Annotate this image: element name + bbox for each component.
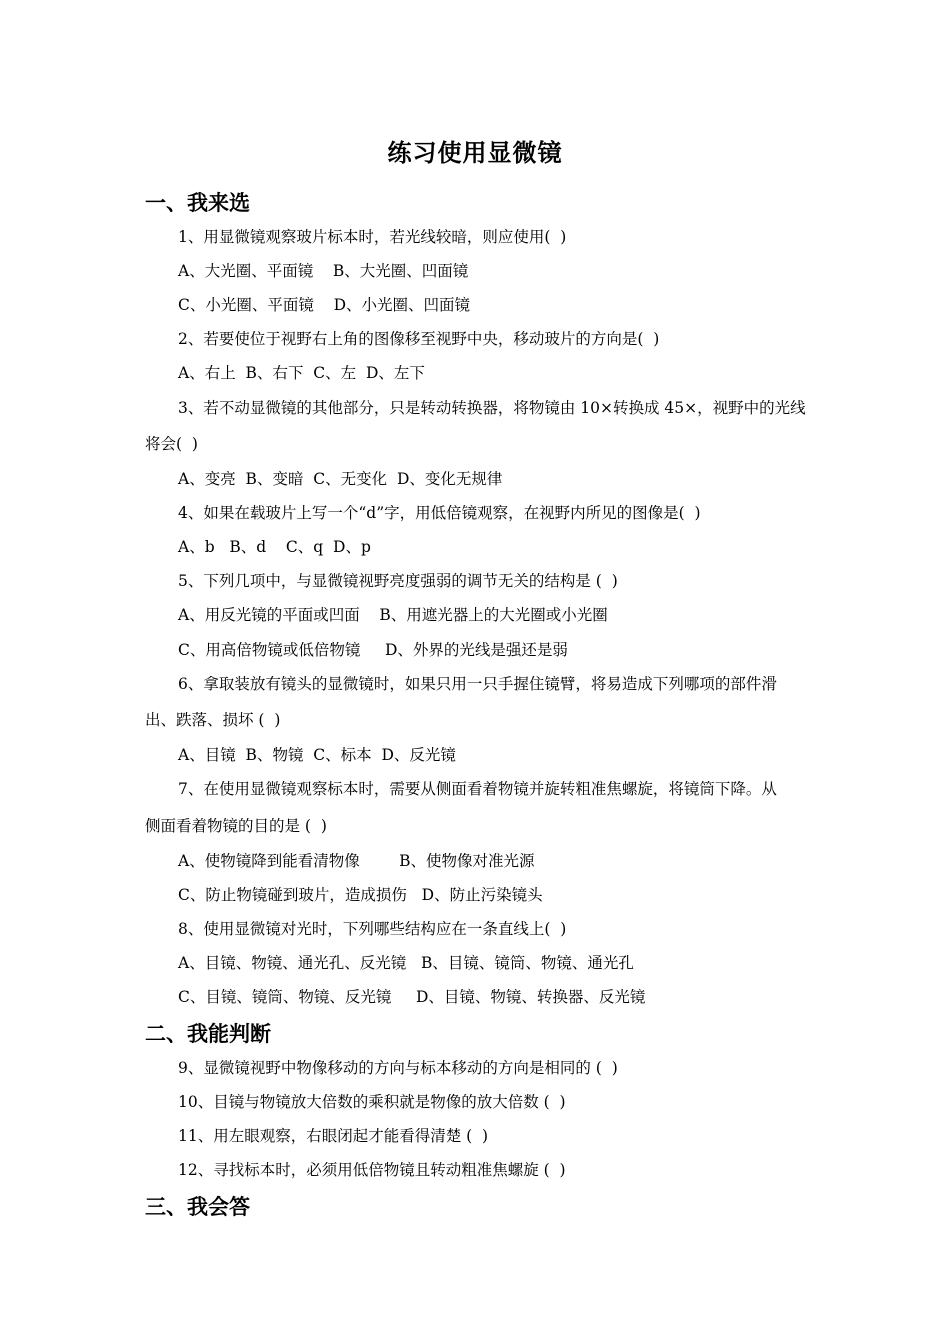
question-12: 12、寻找标本时，必须用低倍物镜且转动粗准焦螺旋 ( ) (178, 1161, 566, 1179)
question-2-options: A、右上 B、右下 C、左 D、左下 (178, 364, 425, 382)
question-7-options-cd: C、防止物镜碰到玻片，造成损伤 D、防止污染镜头 (178, 886, 543, 904)
question-3-options: A、变亮 B、变暗 C、无变化 D、变化无规律 (178, 470, 503, 488)
question-1: 1、用显微镜观察玻片标本时，若光线较暗，则应使用( ) (178, 228, 567, 246)
question-8-options-cd: C、目镜、镜筒、物镜、反光镜 D、目镜、物镜、转换器、反光镜 (178, 988, 646, 1006)
question-11: 11、用左眼观察，右眼闭起才能看得清楚 ( ) (178, 1127, 489, 1145)
question-5: 5、下列几项中，与显微镜视野亮度强弱的调节无关的结构是 ( ) (178, 572, 618, 590)
question-3-continued: 将会( ) (145, 435, 198, 453)
section-heading-judge: 二、我能判断 (145, 1022, 271, 1046)
question-1-options-ab: A、大光圈、平面镜 B、大光圈、凹面镜 (178, 262, 469, 280)
question-5-options-ab: A、用反光镜的平面或凹面 B、用遮光器上的大光圈或小光圈 (178, 606, 608, 624)
question-7-options-ab: A、使物镜降到能看清物像 B、使物像对准光源 (178, 852, 535, 870)
question-6: 6、拿取装放有镜头的显微镜时，如果只用一只手握住镜臂，将易造成下列哪项的部件滑 (178, 675, 777, 693)
question-6-options: A、目镜 B、物镜 C、标本 D、反光镜 (178, 746, 456, 764)
question-8-options-ab: A、目镜、物镜、通光孔、反光镜 B、目镜、镜筒、物镜、通光孔 (178, 954, 634, 972)
question-4-options: A、b B、d C、q D、p (178, 538, 371, 556)
section-heading-answer: 三、我会答 (145, 1195, 250, 1219)
question-7: 7、在使用显微镜观察标本时，需要从侧面看着物镜并旋转粗准焦螺旋，将镜筒下降。从 (178, 780, 777, 798)
question-4: 4、如果在载玻片上写一个“d”字，用低倍镜观察，在视野内所见的图像是( ) (178, 504, 701, 522)
question-7-continued: 侧面看着物镜的目的是 ( ) (145, 817, 327, 835)
question-10: 10、目镜与物镜放大倍数的乘积就是物像的放大倍数 ( ) (178, 1093, 566, 1111)
question-1-options-cd: C、小光圈、平面镜 D、小光圈、凹面镜 (178, 296, 470, 314)
section-heading-choice: 一、我来选 (145, 191, 250, 215)
question-3: 3、若不动显微镜的其他部分，只是转动转换器，将物镜由 10×转换成 45×，视野中的光线 (178, 399, 806, 417)
question-6-continued: 出、跌落、损坏 ( ) (145, 711, 281, 729)
question-2: 2、若要使位于视野右上角的图像移至视野中央，移动玻片的方向是( ) (178, 330, 660, 348)
question-5-options-cd: C、用高倍物镜或低倍物镜 D、外界的光线是强还是弱 (178, 641, 568, 659)
question-8: 8、使用显微镜对光时，下列哪些结构应在一条直线上( ) (178, 920, 567, 938)
question-9: 9、显微镜视野中物像移动的方向与标本移动的方向是相同的 ( ) (178, 1059, 618, 1077)
page-title: 练习使用显微镜 (387, 139, 563, 167)
